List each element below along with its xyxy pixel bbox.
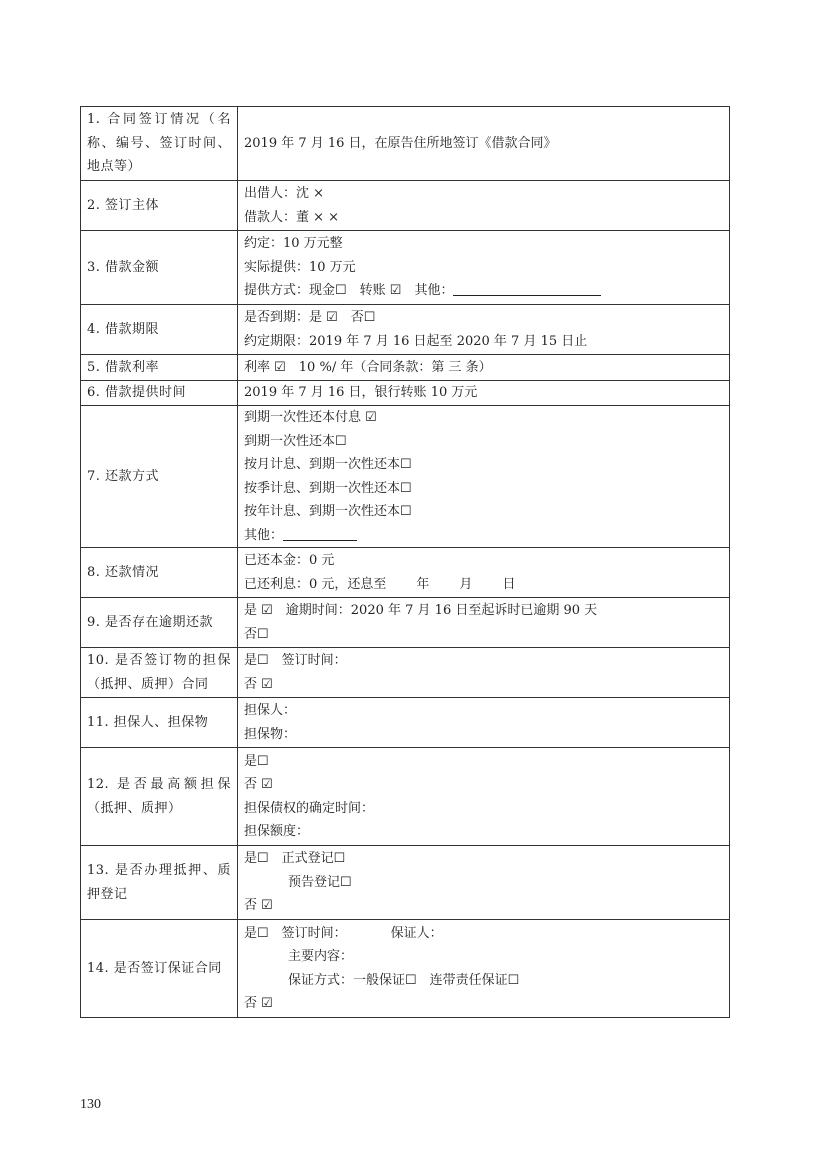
row-label: 11. 担保人、担保物 (81, 698, 238, 748)
row-value (238, 355, 730, 381)
guarantee-method-text: 保证方式：一般保证☐ 连带责任保证☐ (288, 972, 520, 988)
row-value (238, 748, 730, 846)
security-amount-text: 担保额度： (244, 824, 310, 839)
table-row (81, 305, 730, 355)
agreed-amount-text: 约定：10 万元整 (244, 236, 343, 252)
guarantee-yes-text: 是☐ 签订时间： (244, 925, 347, 941)
registration-no-text: 否 ☑ (244, 898, 273, 914)
repay-option: 按年计息、到期一次性还本☐ (244, 504, 412, 519)
table-row (81, 406, 730, 548)
row-label: 6. 借款提供时间 (81, 381, 238, 406)
guarantee-content-text: 主要内容： (288, 949, 354, 964)
repay-option: 按月计息、到期一次性还本☐ (244, 457, 412, 472)
repay-option: 到期一次性还本付息 ☑ (244, 410, 377, 425)
registration-yes-text: 是☐ 正式登记☐ (244, 851, 346, 867)
repay-option: 到期一次性还本☐ (244, 433, 347, 449)
provide-method-text: 提供方式：现金☐ 转账 ☑ 其他： (244, 283, 454, 299)
row-value (238, 648, 730, 698)
row-value (238, 846, 730, 920)
row-label: 14. 是否签订保证合同 (81, 920, 238, 1018)
security-no-text: 否 ☑ (244, 676, 273, 692)
row-label: 3. 借款金额 (81, 231, 238, 305)
row-label: 5. 借款利率 (81, 355, 238, 381)
due-status-text: 是否到期：是 ☑ 否☐ (244, 310, 376, 325)
table-row (81, 381, 730, 406)
repay-other-text: 其他： (244, 527, 284, 543)
case-info-table (80, 106, 730, 1018)
row-value (238, 920, 730, 1018)
row-label: 8. 还款情况 (81, 548, 238, 598)
confirm-time-text: 担保债权的确定时间： (244, 800, 375, 816)
loan-term-text: 约定期限：2019 年 7 月 16 日起至 2020 年 7 月 15 日止 (244, 333, 588, 349)
day-text: 日 (502, 576, 516, 592)
principal-repaid-text: 已还本金：0 元 (244, 553, 335, 568)
row-label: 4. 借款期限 (81, 305, 238, 355)
row-value (238, 548, 730, 598)
guarantee-no-text: 否 ☑ (244, 996, 273, 1011)
interest-repaid-text: 已还利息：0 元，还息至 (244, 576, 387, 592)
row-label: 1. 合同签订情况（名称、编号、签订时间、地点等） (81, 107, 238, 181)
provide-time-text: 2019 年 7 月 16 日，银行转账 10 万元 (244, 385, 478, 401)
table-row (81, 181, 730, 231)
table-row (81, 598, 730, 648)
blank-line (283, 526, 357, 541)
row-label: 7. 还款方式 (81, 406, 238, 548)
row-label: 2. 签订主体 (81, 181, 238, 231)
row-value (238, 381, 730, 406)
blank-line (453, 281, 601, 296)
row-value (238, 305, 730, 355)
row-value (238, 181, 730, 231)
max-security-no-text: 否 ☑ (244, 777, 273, 792)
row-value (238, 598, 730, 648)
guarantor-text: 担保人： (244, 703, 297, 718)
row-label: 12. 是否最高额担保（抵押、质押） (81, 748, 238, 846)
interest-rate-text: 利率 ☑ 10 %/ 年（合同条款：第 三 条） (244, 359, 492, 375)
table-row (81, 748, 730, 846)
repay-other-line (244, 524, 723, 548)
row-label: 10. 是否签订物的担保（抵押、质押）合同 (81, 648, 238, 698)
borrower-text: 借款人：董 × × (244, 209, 340, 225)
row-value (238, 698, 730, 748)
table-row (81, 846, 730, 920)
interest-repaid-line (244, 573, 723, 597)
year-text: 年 (416, 576, 430, 592)
actual-amount-text: 实际提供：10 万元 (244, 259, 356, 275)
row-value (238, 406, 730, 548)
row-value (238, 231, 730, 305)
overdue-no-text: 否☐ (244, 626, 269, 642)
row-label: 13. 是否办理抵押、质押登记 (81, 846, 238, 920)
table-row (81, 107, 730, 181)
security-yes-text: 是☐ 签订时间： (244, 653, 347, 668)
collateral-text: 担保物： (244, 726, 297, 742)
table-row (81, 698, 730, 748)
guarantor-name-text: 保证人： (390, 925, 443, 941)
table-row (81, 231, 730, 305)
row-label: 9. 是否存在逾期还款 (81, 598, 238, 648)
max-security-yes-text: 是☐ (244, 753, 269, 769)
month-text: 月 (459, 576, 473, 592)
table-row (81, 648, 730, 698)
pre-registration-text: 预告登记☐ (288, 874, 352, 890)
page-number: 130 (80, 1097, 101, 1112)
table-row (81, 355, 730, 381)
overdue-yes-text: 是 ☑ 逾期时间：2020 年 7 月 16 日至起诉时已逾期 90 天 (244, 603, 598, 618)
guarantee-yes-line (244, 922, 723, 946)
row-value (238, 107, 730, 181)
provide-method-line (244, 279, 723, 303)
table-row (81, 548, 730, 598)
contract-signing-text: 2019 年 7 月 16 日，在原告住所地签订《借款合同》 (244, 135, 557, 151)
lender-text: 出借人：沈 × (244, 186, 325, 201)
repay-option: 按季计息、到期一次性还本☐ (244, 480, 412, 496)
table-row (81, 920, 730, 1018)
